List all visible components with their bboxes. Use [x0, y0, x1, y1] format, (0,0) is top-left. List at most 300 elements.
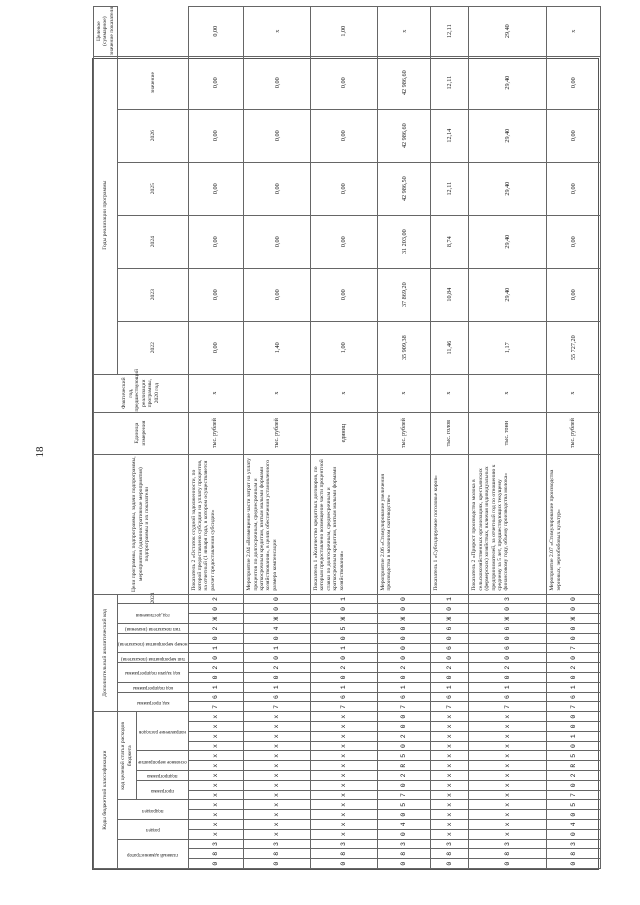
activity-number-header: номер мероприятия (показателя): [118, 641, 188, 647]
analytic-code-cell: 1: [311, 682, 378, 692]
year-value-cell: 37 869,20: [377, 268, 430, 321]
budget-code-cell: 2: [377, 771, 430, 781]
budget-code-cell: 0: [547, 722, 601, 732]
year-value-cell: 29,40: [469, 268, 547, 321]
final-value-cell: 29,40: [469, 6, 547, 56]
base-year-cell: х: [311, 374, 378, 412]
budget-code-cell: х: [431, 829, 469, 839]
budget-code-cell: х: [311, 731, 378, 741]
unit-cell: тыс. голов: [431, 412, 469, 454]
year-value-cell: 1,00: [311, 321, 378, 374]
rotated-table-wrapper: [93, 6, 598, 869]
analytic-code-cell: 0: [431, 604, 469, 614]
analytic-code-cell: 6: [431, 624, 469, 634]
year-value-cell: 0,00: [547, 215, 601, 268]
year-2026-header: 2026: [118, 109, 189, 162]
program-header: программа: [150, 788, 174, 793]
analytic-code-cell: 2: [188, 624, 244, 634]
expense-code-header: код целевой статьи расходов бюджета: [118, 712, 137, 800]
budget-code-cell: х: [469, 780, 547, 790]
analytic-code-cell: 2: [469, 663, 547, 673]
year-value-cell: 0,00: [547, 56, 601, 109]
year-value-cell: 12,14: [431, 109, 469, 162]
budget-code-cell: 0: [469, 859, 547, 869]
budget-code-cell: 0: [188, 859, 244, 869]
base-year-cell: х: [431, 374, 469, 412]
section-header: раздел: [145, 827, 160, 833]
budget-code-cell: х: [469, 741, 547, 751]
item-name-cell: Показатель 2 «Остаток ссудной задолженности, по которой предоставлено субсидии на уплату процентов, на отчетный (1 января года, в котором осуществляется расчет предоставления субсидии»: [188, 454, 244, 594]
analytic-code-cell: Ж: [547, 614, 601, 624]
year-value-cell: 31 203,00: [377, 215, 430, 268]
item-name-cell: Мероприятие 2.04 «Возмещение части затрат на уплату процентов по долгосрочным, среднесрочным и краткосрочным кредитам, взятым малыми формами хозяйствования», в целях обеспечения установленного размера компенсации: [244, 454, 311, 594]
analytic-code-cell: 7: [311, 702, 378, 712]
year-value-cell: 55 727,20: [547, 321, 601, 374]
program-table-frame: [92, 6, 599, 870]
year-value-cell: 29,40: [469, 109, 547, 162]
unit-cell: единиц: [311, 412, 378, 454]
budget-code-cell: х: [188, 771, 244, 781]
program-code-header: код программы: [136, 699, 169, 705]
budget-code-cell: х: [311, 800, 378, 810]
year-of-result-header: год достижения: [135, 611, 170, 617]
program-indicators-table: [93, 6, 601, 869]
name-header: Цели программы, подпрограммы, задачи подпрограммы, мероприятия (административные мероприятия) подпрограммы и их показатели: [94, 454, 189, 594]
subprogram-code-header: код подпрограммы: [132, 685, 173, 691]
analytic-code-cell: Ж: [311, 614, 378, 624]
budget-code-cell: х: [311, 810, 378, 820]
base-year-cell: х: [188, 374, 244, 412]
budget-code-cell: х: [431, 800, 469, 810]
budget-code-cell: 5: [547, 751, 601, 761]
budget-code-cell: х: [244, 800, 311, 810]
analytic-code-cell: 5: [311, 624, 378, 634]
analytic-code-cell: 0: [188, 604, 244, 614]
year-2025-header: 2025: [118, 162, 189, 215]
budget-code-cell: 8: [188, 849, 244, 859]
budget-code-cell: 0: [377, 810, 430, 820]
analytic-code-cell: 0: [244, 653, 311, 663]
task-code-header: код задачи подпрограммы: [125, 670, 181, 676]
budget-code-cell: х: [311, 820, 378, 830]
budget-code-cell: 4: [547, 820, 601, 830]
budget-code-cell: х: [311, 751, 378, 761]
budget-code-cell: х: [469, 731, 547, 741]
budget-code-cell: 2: [377, 731, 430, 741]
unit-header: Единица измерения: [94, 412, 189, 454]
analytic-code-cell: Ж: [469, 614, 547, 624]
analytic-code-cell: 2: [311, 663, 378, 673]
budget-code-cell: х: [431, 741, 469, 751]
year-value-cell: 0,00: [311, 268, 378, 321]
analytic-code-cell: 7: [547, 702, 601, 712]
year-value-cell: 0,00: [188, 215, 244, 268]
analytic-code-cell: 2: [244, 663, 311, 673]
table-row: [244, 6, 311, 868]
analytic-code-cell: 0: [547, 673, 601, 683]
budget-code-cell: 5: [547, 800, 601, 810]
table-row: [377, 6, 430, 868]
budget-code-cell: R: [377, 761, 430, 771]
analytic-code-cell: 7: [188, 702, 244, 712]
budget-code-cell: 3: [377, 839, 430, 849]
budget-code-cell: х: [188, 712, 244, 722]
budget-code-cell: х: [469, 712, 547, 722]
activity-type-header: тип мероприятия (показателя): [120, 655, 185, 661]
analytic-code-cell: 7: [244, 702, 311, 712]
budget-code-cell: х: [469, 790, 547, 800]
year-value-cell: 0,00: [547, 268, 601, 321]
budget-code-cell: х: [244, 810, 311, 820]
analytic-code-cell: 0: [431, 673, 469, 683]
year-value-cell: 35 909,38: [377, 321, 430, 374]
subsection-header: подраздел: [142, 807, 164, 813]
final-value-subheader: значение: [118, 56, 189, 109]
budget-code-cell: х: [188, 751, 244, 761]
analytic-code-cell: 0: [311, 633, 378, 643]
final-value-cell: 12,11: [431, 6, 469, 56]
budget-code-cell: х: [188, 761, 244, 771]
budget-code-cell: 0: [547, 859, 601, 869]
budget-code-cell: х: [469, 751, 547, 761]
analytic-code-cell: Ж: [377, 614, 430, 624]
budget-code-cell: 8: [469, 849, 547, 859]
budget-code-cell: 0: [311, 859, 378, 869]
budget-code-cell: 0: [547, 810, 601, 820]
budget-code-cell: 0: [547, 780, 601, 790]
budget-code-cell: х: [244, 761, 311, 771]
budget-code-cell: х: [244, 722, 311, 732]
analytic-code-cell: Ж: [188, 614, 244, 624]
budget-code-cell: х: [311, 780, 378, 790]
budget-code-cell: х: [244, 790, 311, 800]
analytic-code-cell: 1: [244, 682, 311, 692]
year-value-cell: 0,00: [244, 215, 311, 268]
analytic-code-cell: 7: [547, 643, 601, 653]
budget-code-cell: х: [469, 761, 547, 771]
year-value-cell: 0,00: [244, 56, 311, 109]
budget-code-cell: х: [188, 780, 244, 790]
item-name-cell: Мероприятие 2.06 «Стимулирование увеличения производства в молочном скотоводстве»: [377, 454, 430, 594]
analytic-code-cell: 3: [469, 594, 547, 604]
analytic-code-cell: 0: [244, 604, 311, 614]
analytic-code-cell: 0: [469, 673, 547, 683]
item-name-cell: Показатель 1 «Количество кредитных договоров, по которым предоставлено возмещение части процентной ставки по долгосрочным, среднесрочным и краткосрочным кредитам, взятым малыми формами хозяйствования»: [311, 454, 378, 594]
budget-code-cell: 0: [547, 712, 601, 722]
analytic-code-cell: 4: [244, 624, 311, 634]
base-year-cell: х: [469, 374, 547, 412]
budget-code-cell: 0: [377, 859, 430, 869]
budget-code-cell: 0: [377, 741, 430, 751]
year-value-cell: 0,00: [188, 162, 244, 215]
year-value-cell: 0,00: [188, 56, 244, 109]
analytic-code-cell: 0: [431, 653, 469, 663]
budget-code-cell: х: [311, 829, 378, 839]
final-value-cell: х: [244, 6, 311, 56]
year-value-cell: 12,11: [431, 162, 469, 215]
main-event-header: основное мероприятие: [137, 758, 187, 764]
analytic-code-cell: 6: [469, 624, 547, 634]
budget-code-cell: 2: [547, 771, 601, 781]
budget-code-cell: х: [244, 741, 311, 751]
budget-code-cell: 0: [377, 829, 430, 839]
unit-cell: тыс. рублей: [188, 412, 244, 454]
analytic-code-cell: 6: [547, 692, 601, 702]
analytic-code-cell: 1: [431, 594, 469, 604]
analytic-code-cell: 0: [377, 594, 430, 604]
analytic-code-cell: 2: [431, 663, 469, 673]
year-value-cell: 0,00: [188, 321, 244, 374]
budget-code-cell: х: [431, 712, 469, 722]
year-value-cell: 29,40: [469, 215, 547, 268]
year-value-cell: 0,00: [311, 109, 378, 162]
budget-code-cell: х: [188, 722, 244, 732]
subprogram-header: подпрограмма: [146, 773, 178, 779]
analytic-code-cell: 6: [244, 692, 311, 702]
analytic-code-cell: 1: [188, 643, 244, 653]
final-value-cell: х: [377, 6, 430, 56]
analytic-code-cell: Ж: [431, 614, 469, 624]
budget-code-cell: х: [311, 771, 378, 781]
year-value-cell: 0,00: [244, 109, 311, 162]
year-value-cell: 0,00: [244, 162, 311, 215]
budget-code-cell: х: [469, 722, 547, 732]
analytic-code-cell: 1: [244, 643, 311, 653]
analytic-code-cell: 0: [377, 633, 430, 643]
year-value-cell: 0,00: [547, 109, 601, 162]
expense-direction-header: направление расходов: [138, 729, 186, 735]
budget-code-cell: х: [431, 790, 469, 800]
unit-cell: тыс. рублей: [244, 412, 311, 454]
analytic-code-cell: 2: [377, 663, 430, 673]
indicator-type-header: тип показателя (значения): [125, 626, 181, 632]
year-value-cell: 12,11: [431, 56, 469, 109]
unit-cell: тыс. рублей: [377, 412, 430, 454]
budget-code-cell: 8: [431, 849, 469, 859]
year-value-cell: 0,00: [311, 56, 378, 109]
analytic-code-cell: 0: [311, 604, 378, 614]
final-value-cell: 0,00: [188, 6, 244, 56]
budget-code-cell: 3: [431, 839, 469, 849]
budget-code-cell: х: [469, 820, 547, 830]
analytic-code-cell: 0: [377, 604, 430, 614]
base-year-header: Фактический год, предшествующий реализации программы, 2020 год: [94, 374, 189, 412]
budget-code-cell: х: [431, 820, 469, 830]
year-2021-header: 2021: [118, 594, 189, 604]
base-year-cell: х: [377, 374, 430, 412]
analytic-code-cell: 0: [244, 594, 311, 604]
budget-code-cell: х: [244, 771, 311, 781]
budget-code-cell: х: [431, 722, 469, 732]
unit-cell: тыс. тонн: [469, 412, 547, 454]
budget-code-cell: 0: [547, 829, 601, 839]
analytic-code-cell: 1: [547, 682, 601, 692]
year-value-cell: 42 986,60: [377, 109, 430, 162]
analytic-code-cell: 6: [469, 692, 547, 702]
codes-group-header: Коды бюджетной классификации: [94, 712, 118, 869]
analytic-code-cell: 0: [469, 633, 547, 643]
analytic-code-cell: 0: [188, 673, 244, 683]
analytic-code-cell: 0: [188, 653, 244, 663]
year-value-cell: 0,00: [188, 109, 244, 162]
budget-code-cell: 0: [547, 741, 601, 751]
budget-code-cell: х: [188, 810, 244, 820]
budget-code-cell: 0: [431, 859, 469, 869]
analytic-code-cell: 0: [547, 633, 601, 643]
analytic-code-cell: 0: [188, 633, 244, 643]
year-value-cell: 29,40: [469, 162, 547, 215]
year-value-cell: 29,40: [469, 56, 547, 109]
additional-code-header: Дополнительный аналитический код: [94, 594, 118, 712]
table-row: [431, 6, 469, 868]
item-name-cell: Мероприятие 2.07 «Стимулирование производства зерновых, зернобобовых культур»: [547, 454, 601, 594]
budget-code-cell: 0: [244, 859, 311, 869]
budget-code-cell: 3: [188, 839, 244, 849]
budget-code-cell: х: [188, 731, 244, 741]
budget-code-cell: х: [431, 761, 469, 771]
year-value-cell: 1,40: [244, 321, 311, 374]
budget-code-cell: х: [431, 771, 469, 781]
budget-code-cell: х: [431, 731, 469, 741]
analytic-code-cell: 1: [188, 682, 244, 692]
year-value-cell: 0,00: [311, 162, 378, 215]
budget-code-cell: 3: [469, 839, 547, 849]
budget-code-cell: 7: [377, 790, 430, 800]
table-row: [188, 6, 244, 868]
budget-code-cell: 4: [377, 820, 430, 830]
year-value-cell: 8,74: [431, 215, 469, 268]
budget-code-cell: х: [244, 820, 311, 830]
analytic-code-cell: 6: [188, 692, 244, 702]
budget-code-cell: х: [311, 761, 378, 771]
analytic-code-cell: 6: [431, 643, 469, 653]
analytic-code-cell: 0: [377, 643, 430, 653]
analytic-code-cell: 6: [377, 692, 430, 702]
budget-code-cell: 5: [377, 751, 430, 761]
analytic-code-cell: 1: [469, 682, 547, 692]
year-value-cell: 0,00: [188, 268, 244, 321]
budget-code-cell: 0: [377, 712, 430, 722]
item-name-cell: Показатель 1 «Субсидируемое поголовье коров»: [431, 454, 469, 594]
budget-code-cell: 0: [377, 722, 430, 732]
analytic-code-cell: 7: [431, 702, 469, 712]
budget-code-cell: 8: [311, 849, 378, 859]
budget-code-cell: х: [469, 771, 547, 781]
analytic-code-cell: 6: [431, 692, 469, 702]
budget-code-cell: 0: [377, 780, 430, 790]
budget-code-cell: 3: [244, 839, 311, 849]
analytic-code-cell: 7: [469, 702, 547, 712]
year-value-cell: 10,84: [431, 268, 469, 321]
year-value-cell: 42 986,50: [377, 162, 430, 215]
budget-code-cell: х: [244, 780, 311, 790]
analytic-code-cell: 0: [469, 604, 547, 614]
analytic-code-cell: 6: [311, 692, 378, 702]
budget-code-cell: х: [188, 741, 244, 751]
analytic-code-cell: 0: [547, 653, 601, 663]
budget-code-cell: 7: [547, 790, 601, 800]
year-value-cell: 0,00: [244, 268, 311, 321]
budget-code-cell: х: [431, 751, 469, 761]
year-2023-header: 2023: [118, 268, 189, 321]
table-row: [469, 6, 547, 868]
year-value-cell: 11,46: [431, 321, 469, 374]
analytic-code-cell: 2: [547, 663, 601, 673]
unit-cell: тыс. рублей: [547, 412, 601, 454]
analytic-code-cell: 0: [377, 673, 430, 683]
budget-code-cell: 3: [311, 839, 378, 849]
analytic-code-cell: Ж: [244, 614, 311, 624]
analytic-code-cell: 1: [311, 594, 378, 604]
analytic-code-cell: 2: [188, 594, 244, 604]
budget-code-cell: х: [431, 810, 469, 820]
analytic-code-cell: 0: [377, 653, 430, 663]
budget-code-cell: х: [244, 731, 311, 741]
analytic-code-cell: 0: [431, 633, 469, 643]
budget-code-cell: 8: [547, 849, 601, 859]
analytic-code-cell: 0: [244, 673, 311, 683]
budget-code-cell: х: [244, 829, 311, 839]
budget-code-cell: 8: [377, 849, 430, 859]
analytic-code-cell: 0: [547, 624, 601, 634]
analytic-code-cell: 0: [244, 633, 311, 643]
years-group-header: Годы реализации программы: [94, 56, 118, 374]
budget-code-cell: R: [547, 761, 601, 771]
year-value-cell: 42 986,60: [377, 56, 430, 109]
analytic-code-cell: 0: [311, 653, 378, 663]
year-2022-header: 2022: [118, 321, 189, 374]
budget-code-cell: х: [469, 810, 547, 820]
analytic-code-cell: 0: [547, 604, 601, 614]
budget-code-cell: х: [188, 800, 244, 810]
analytic-code-cell: 0: [377, 624, 430, 634]
year-value-cell: 0,00: [547, 162, 601, 215]
year-value-cell: 1,17: [469, 321, 547, 374]
analytic-code-cell: 0: [469, 653, 547, 663]
page-number: 18: [34, 446, 46, 458]
analytic-code-cell: 1: [431, 682, 469, 692]
analytic-code-cell: 0: [311, 673, 378, 683]
budget-code-cell: 8: [244, 849, 311, 859]
table-row: [311, 6, 378, 868]
final-value-header: Целевое (суммарное) значение показателя: [94, 6, 118, 56]
budget-code-cell: х: [188, 820, 244, 830]
budget-code-cell: 1: [547, 731, 601, 741]
budget-code-cell: х: [311, 790, 378, 800]
budget-code-cell: х: [311, 741, 378, 751]
budget-code-cell: 3: [547, 839, 601, 849]
budget-code-cell: х: [188, 790, 244, 800]
base-year-cell: х: [244, 374, 311, 412]
analytic-code-cell: 0: [547, 594, 601, 604]
final-value-cell: 1,00: [311, 6, 378, 56]
budget-code-cell: х: [431, 780, 469, 790]
final-value-cell: х: [547, 6, 601, 56]
table-row: [547, 6, 601, 868]
year-2024-header: 2024: [118, 215, 189, 268]
item-name-cell: Показатель 2 «Прирост производства молока в сельскохозяйственных организациях, крестьянских (фермерских) хозяйствах, включая индивидуальных предпринимателей, за отчетный год по отношению к среднему за 5 лет, предшествующих текущему финансовому году, объему производства молока»: [469, 454, 547, 594]
analytic-code-cell: 6: [469, 643, 547, 653]
analytic-code-cell: 1: [377, 682, 430, 692]
budget-code-cell: х: [188, 829, 244, 839]
budget-code-cell: 5: [377, 800, 430, 810]
analytic-code-cell: 7: [377, 702, 430, 712]
budget-code-cell: х: [311, 712, 378, 722]
budget-code-cell: х: [244, 751, 311, 761]
budget-code-cell: х: [311, 722, 378, 732]
budget-code-cell: х: [469, 800, 547, 810]
base-year-cell: х: [547, 374, 601, 412]
